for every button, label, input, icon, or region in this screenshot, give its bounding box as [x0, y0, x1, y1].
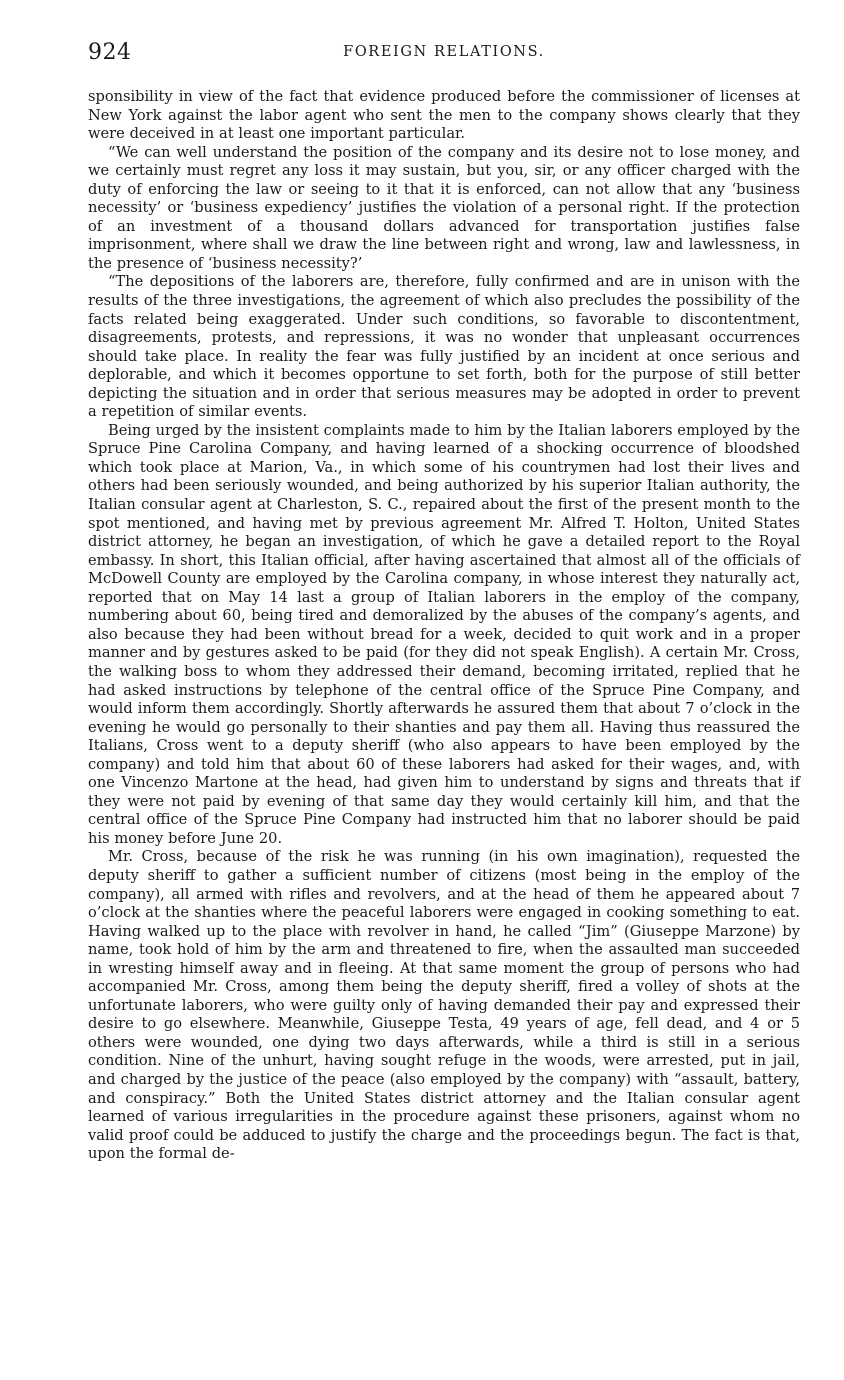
running-title: FOREIGN RELATIONS.	[343, 44, 545, 60]
running-head	[88, 40, 800, 70]
paragraph-continuation: sponsibility in view of the fact that evidence produced before the commissioner of licenses at New York against the labor agent who sent the men to the company shows clearly that they were deceived in at least one important particular.	[88, 88, 800, 143]
body-text	[88, 88, 800, 1164]
document-page	[88, 40, 800, 1164]
page-number: 924	[88, 40, 132, 65]
paragraph: “The depositions of the laborers are, therefore, fully confirmed and are in unison with the results of the three investigations, the agreement of which also precludes the possibility of the facts related being exaggerated. Under such conditions, so favorable to discontentment, disagreements, protests, and repressions, it was no wonder that unpleasant occurrences should take place. In reality the fear was fully justified by an incident at once serious and deplorable, and which it becomes opportune to set forth, both for the purpose of still better depicting the situation and in order that serious measures may be adopted in order to prevent a repetition of similar events.	[88, 273, 800, 421]
paragraph: “We can well understand the position of the company and its desire not to lose money, and we certainly must regret any loss it may sustain, but you, sir, or any officer charged with the duty of enforcing the law or seeing to it that it is enforced, can not allow that any ‘business necessity’ or ‘business expediency’ justifies the violation of a personal right. If the protection of an investment of a thousand dollars advanced for transportation justifies false imprisonment, where shall we draw the line between right and wrong, law and lawlessness, in the presence of ‘business necessity?’	[88, 143, 800, 272]
paragraph: Being urged by the insistent complaints made to him by the Italian laborers employed by the Spruce Pine Carolina Company, and having learned of a shocking occurrence of bloodshed which took place at Marion, Va., in which some of his countrymen had lost their lives and others had been seriously wounded, and being authorized by his superior Italian authority, the Italian consular agent at Charleston, S. C., repaired about the first of the present month to the spot mentioned, and having met by previous agreement Mr. Alfred T. Holton, United States district attorney, he began an investigation, of which he gave a detailed report to the Royal embassy. In short, this Italian official, after having ascertained that almost all of the officials of McDowell County are employed by the Carolina company, in whose interest they naturally act, reported that on May 14 last a group of Italian laborers in the employ of the company, numbering about 60, being tired and demoralized by the abuses of the company’s agents, and also because they had been without bread for a week, decided to quit work and in a proper manner and by gestures asked to be paid (for they did not speak English). A certain Mr. Cross, the walking boss to whom they addressed their demand, becoming irritated, replied that he had asked instructions by telephone of the central office of the Spruce Pine Company, and would inform them accordingly. Shortly afterwards he assured them that about 7 o’clock in the evening he would go personally to their shanties and pay them all. Having thus reassured the Italians, Cross went to a deputy sheriff (who also appears to have been employed by the company) and told him that about 60 of these laborers had asked for their wages, and, with one Vincenzo Martone at the head, had given him to understand by signs and threats that if they were not paid by evening of that same day they would certainly kill him, and that the central office of the Spruce Pine Company had instructed him that no laborer should be paid his money before June 20.	[88, 421, 800, 847]
paragraph: Mr. Cross, because of the risk he was running (in his own imagination), requested the deputy sheriff to gather a sufficient number of citizens (most being in the employ of the company), all armed with rifles and revolvers, and at the head of them he appeared about 7 o’clock at the shanties where the peaceful laborers were engaged in cooking something to eat. Having walked up to the place with revolver in hand, he called “Jim” (Giuseppe Marzone) by name, took hold of him by the arm and threatened to fire, when the assaulted man succeeded in wresting himself away and in fleeing. At that same moment the group of persons who had accompanied Mr. Cross, among them being the deputy sheriff, fired a volley of shots at the unfortunate laborers, who were guilty only of having demanded their pay and expressed their desire to go elsewhere. Meanwhile, Giuseppe Testa, 49 years of age, fell dead, and 4 or 5 others were wounded, one dying two days afterwards, while a third is still in a serious condition. Nine of the unhurt, having sought refuge in the woods, were arrested, put in jail, and charged by the justice of the peace (also employed by the company) with “assault, battery, and conspiracy.” Both the United States district attorney and the Italian consular agent learned of various irregularities in the procedure against these prisoners, against whom no valid proof could be adduced to justify the charge and the proceedings begun. The fact is that, upon the formal de-	[88, 848, 800, 1163]
